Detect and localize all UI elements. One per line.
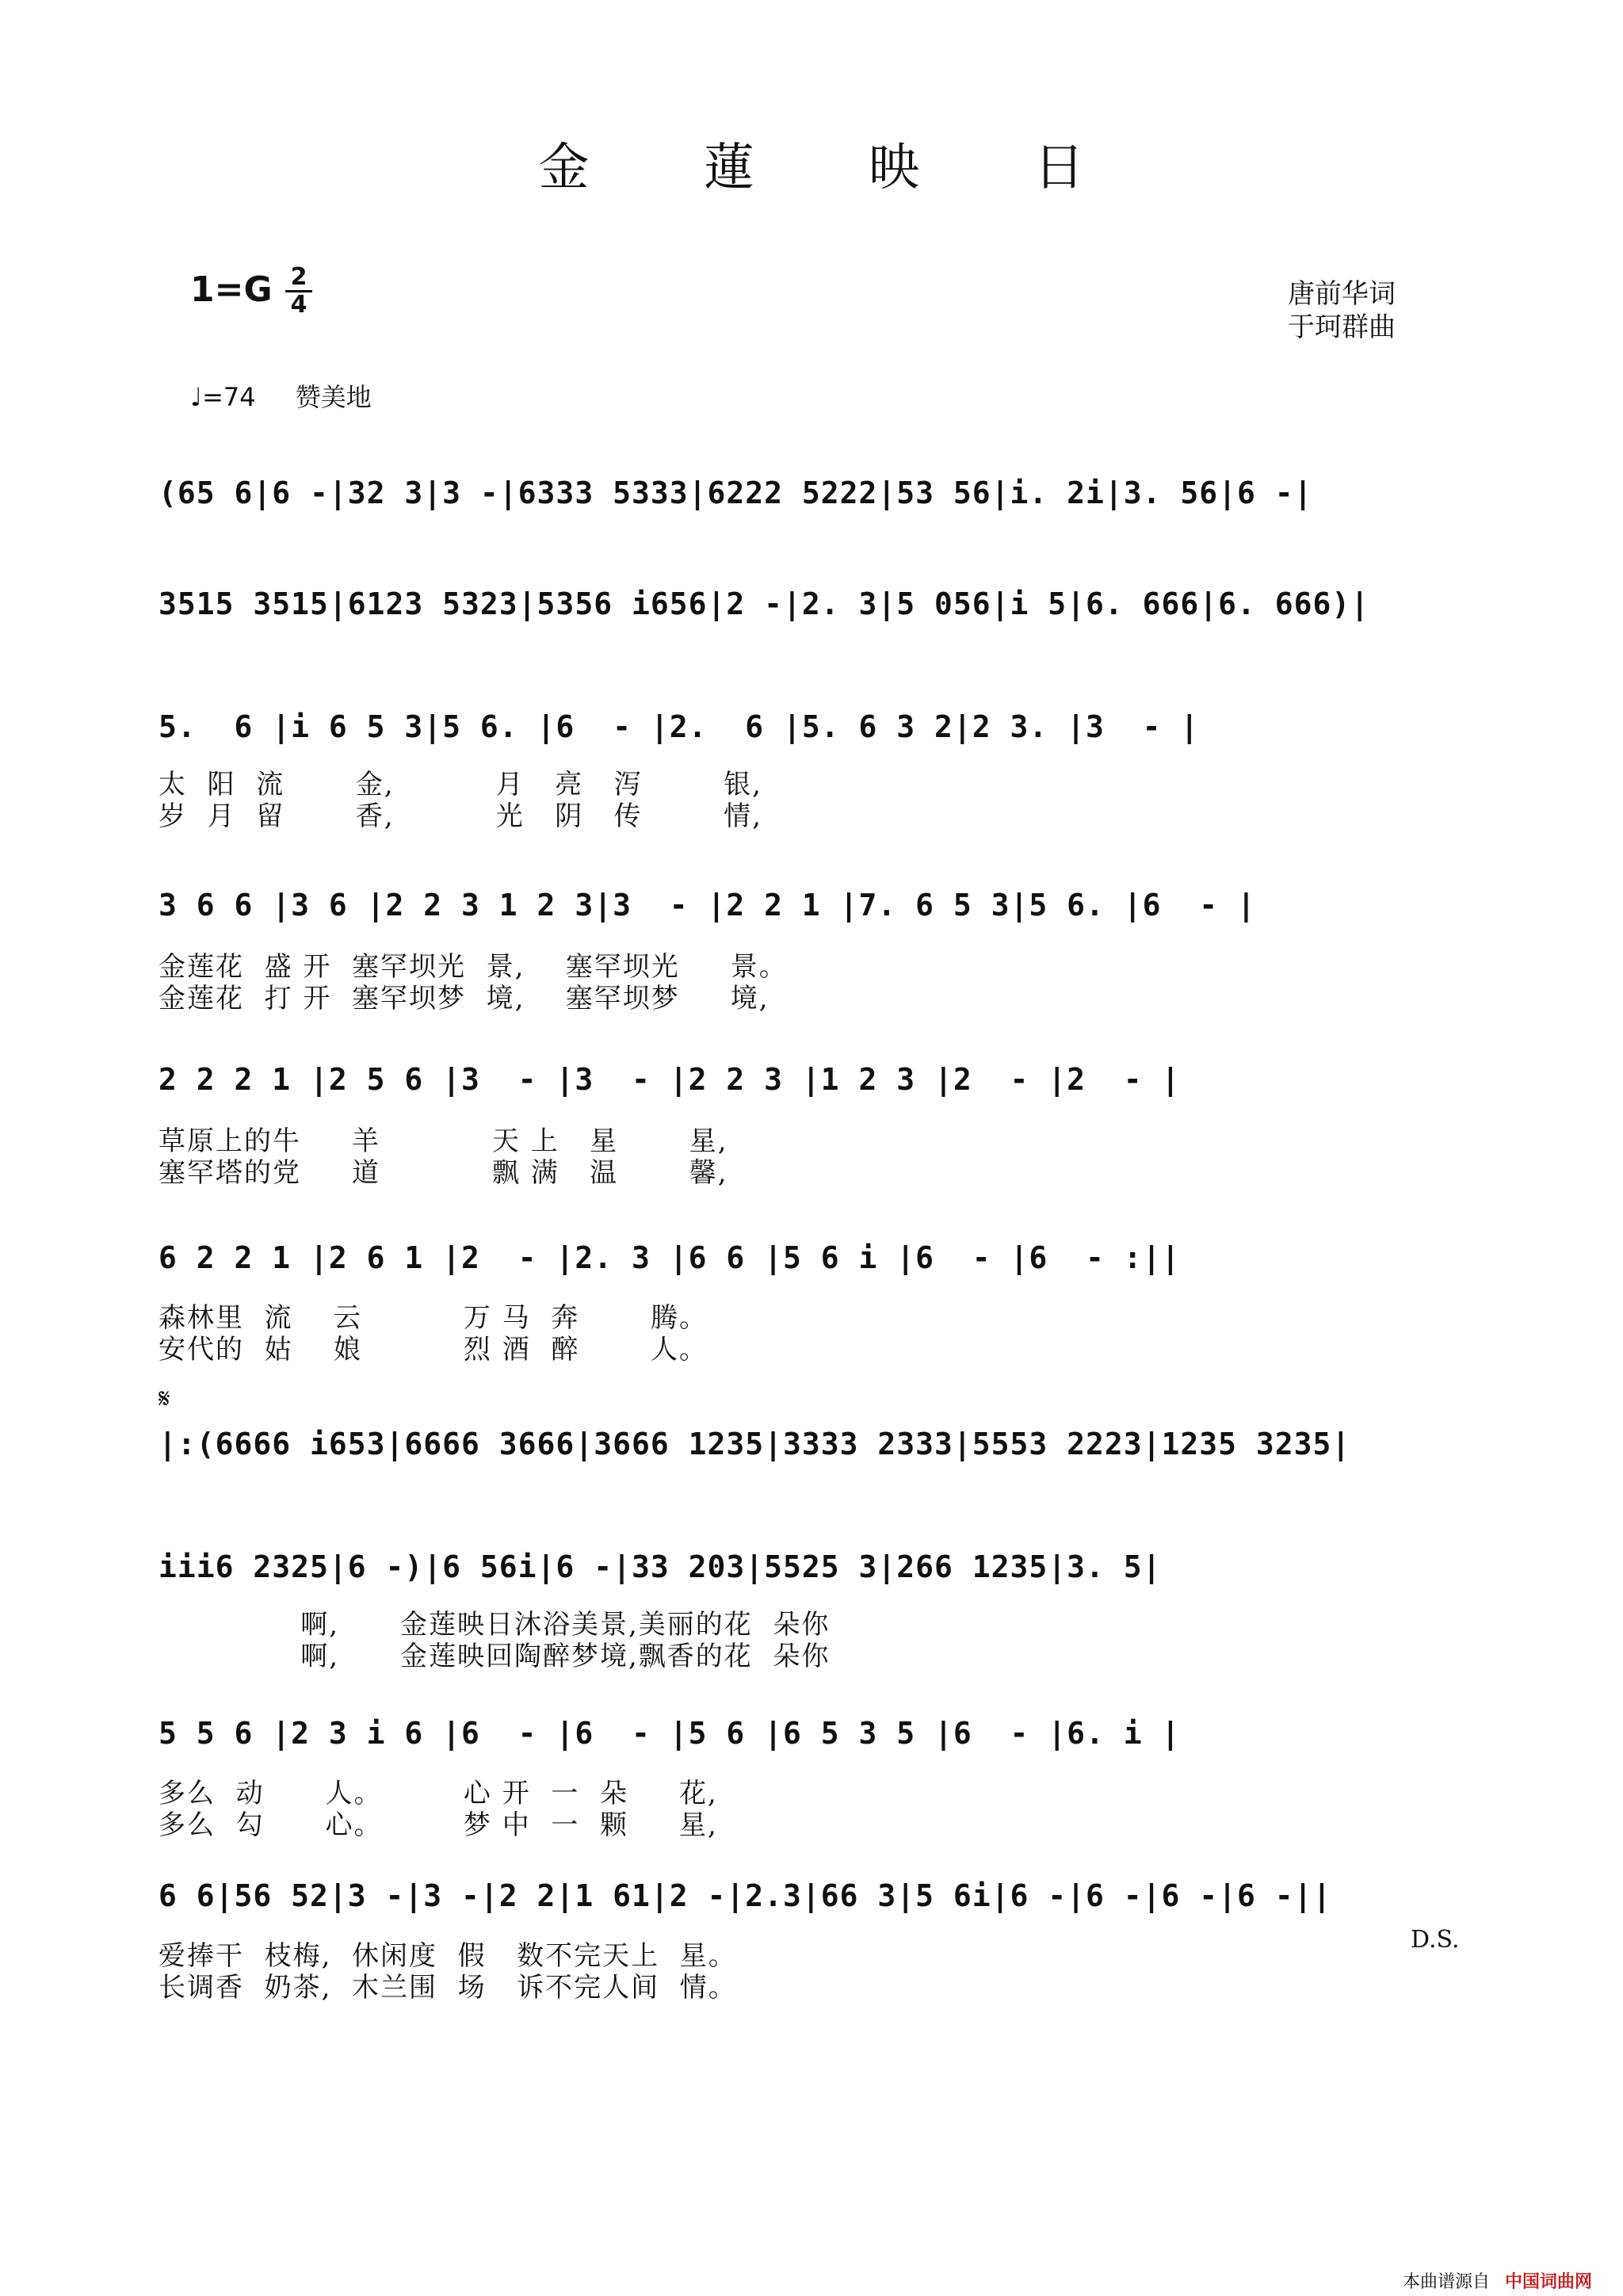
lyrics-line-5b: 塞罕塔的党 道 飘 满 温 馨, — [158, 1157, 728, 1189]
notation-line-6: 6 2 2 1 |2 6 1 |2 - |2. 3 |6 6 |5 6 i |6 - |6 - :|| — [158, 1240, 1181, 1275]
dal-segno-mark: D.S. — [1411, 1926, 1460, 1954]
lyrics-line-8b: 啊, 金莲映回陶醉梦境,飘香的花 朵你 — [158, 1641, 831, 1672]
lyrics-line-4a: 金莲花 盛 开 塞罕坝光 景, 塞罕坝光 景。 — [158, 951, 788, 983]
tempo: ♩=74 — [190, 382, 256, 412]
footer-text: 本曲谱源自 — [1403, 2272, 1491, 2292]
lyrics-line-8a: 啊, 金莲映日沐浴美景,美丽的花 朵你 — [158, 1609, 831, 1641]
notation-line-3: 5. 6 |i 6 5 3|5 6. |6 - |2. 6 |5. 6 3 2|2 3. |3 - | — [158, 709, 1200, 744]
lyrics-line-6a: 森林里 流 云 万 马 奔 腾。 — [158, 1302, 708, 1334]
footer-source — [1403, 2268, 1592, 2293]
notation-line-9: 5 5 6 |2 3 i 6 |6 - |6 - |5 6 |6 5 3 5 |6 - |6. i | — [158, 1716, 1181, 1751]
footer-site-link[interactable]: 中国词曲网 — [1505, 2272, 1593, 2292]
page-title: 金 蓮 映 日 — [538, 139, 1134, 197]
lyrics-line-6b: 安代的 姑 娘 烈 酒 醉 人。 — [158, 1334, 708, 1366]
credits — [1288, 277, 1396, 344]
notation-line-4: 3 6 6 |3 6 |2 2 3 1 2 3|3 - |2 2 1 |7. 6 5 3|5 6. |6 - | — [158, 888, 1256, 923]
lyrics-line-10a: 爱捧干 枝梅, 休闲度 假 数不完天上 星。 — [158, 1940, 737, 1972]
time-signature — [285, 263, 312, 319]
notation-line-8: iii6 2325|6 -)|6 56i|6 -|33 203|5525 3|266 1235|3. 5| — [158, 1549, 1162, 1584]
key-signature: 1=G — [190, 269, 273, 310]
lyricist: 唐前华词 — [1288, 278, 1396, 310]
notation-line-10: 6 6|56 52|3 -|3 -|2 2|1 61|2 -|2.3|66 3|5 6i|6 -|6 -|6 -|6 -|| — [158, 1878, 1332, 1913]
time-sig-bottom: 4 — [290, 291, 307, 319]
composer: 于珂群曲 — [1288, 311, 1396, 343]
lyrics-line-3a: 太 阳 流 金, 月 亮 泻 银, — [158, 769, 762, 800]
notation-line-7: |:(6666 i653|6666 3666|3666 1235|3333 2333|5553 2223|1235 3235| — [158, 1427, 1351, 1461]
notation-line-2: 3515 3515|6123 5323|5356 i656|2 -|2. 3|5 056|i 5|6. 666|6. 666)| — [158, 586, 1370, 621]
notation-line-1: (65 6|6 -|32 3|3 -|6333 5333|6222 5222|53 56|i. 2i|3. 56|6 -| — [158, 476, 1313, 510]
expression: 赞美地 — [295, 382, 372, 412]
lyrics-line-9b: 多么 勾 心。 梦 中 一 颗 星, — [158, 1809, 718, 1841]
tempo-marking — [190, 377, 372, 414]
segno-icon: 𝄋 — [158, 1383, 170, 1415]
lyrics-line-5a: 草原上的牛 羊 天 上 星 星, — [158, 1125, 728, 1157]
lyrics-line-4b: 金莲花 打 开 塞罕坝梦 境, 塞罕坝梦 境, — [158, 983, 769, 1014]
time-sig-top: 2 — [290, 263, 307, 291]
lyrics-line-10b: 长调香 奶茶, 木兰围 场 诉不完人间 情。 — [158, 1972, 737, 2004]
lyrics-line-3b: 岁 月 留 香, 光 阴 传 情, — [158, 800, 762, 832]
lyrics-line-9a: 多么 动 人。 心 开 一 朵 花, — [158, 1778, 718, 1809]
notation-line-5: 2 2 2 1 |2 5 6 |3 - |3 - |2 2 3 |1 2 3 |2 - |2 - | — [158, 1062, 1181, 1097]
